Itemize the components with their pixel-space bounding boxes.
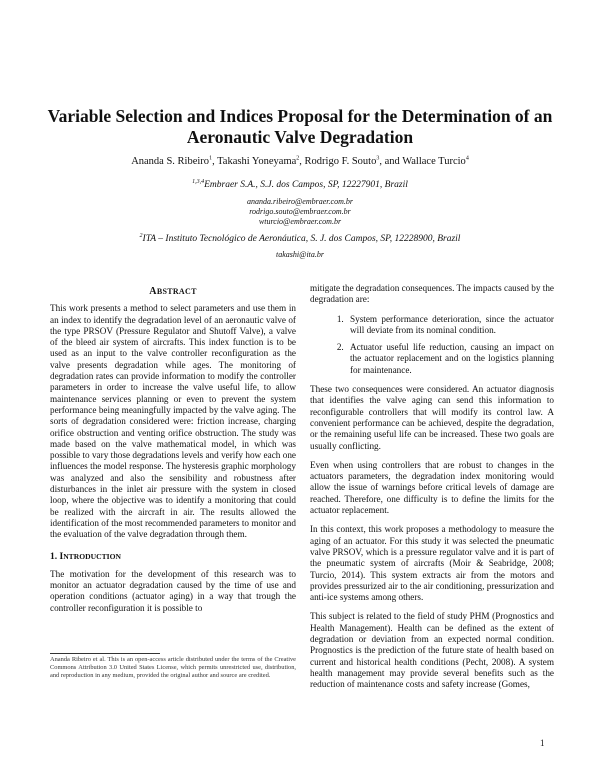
right-paragraph-5: This subject is related to the field of study PHM (Prognostics and Health Management). Health can be defined as the extent of degradation or deviation from an expected normal condition. Prognostics is the prediction of the future state of health based on current and historical health conditions (Pecht, 2008). A system health management may provide several benefits such as the reduction of maintenance costs and safety increase (Gomes, bbox=[310, 611, 554, 690]
abstract-text: This work presents a method to select parameters and use them in an index to identify the degradation level of an aeronautic valve of the type PRSOV (Pressure Regulator and Shutoff Valve), a valve of the bleed air system of aircrafts. This index function is to be used as an input to the valve controller reconfiguration as the valve presents degradation while ages. The monitoring of degradation rates can provide information to modify the controller parameters in order to increase the valve useful life, to allow maintenance services planning or even to prevent the system performance being meaningfully impacted by the valve aging. The sorts of degradation considered were: friction increase, charging orifice obstruction and venting orifice obstruction. The study was made based on the valve mathematical model, in which was possible to vary those degradations levels and verify how each one influences the model response. The hysteresis graphic morphology was analyzed and also the sensibility and robustness after disturbances in the inlet air pressure with the system in closed loop, where the objective was to identify a monitoring that could be realized with the aircraft in air. The results allowed the identification of the most recommended parameters to monitor and the evaluation of the valve degradation through them. bbox=[50, 303, 296, 540]
author-list bbox=[40, 156, 560, 167]
right-paragraph-2: These two consequences were considered. An actuator diagnosis that identifies the valve aging can send this information to reconfigurable controllers that will modify its control law. A convenient performance can be achieved, despite the degradation, or the remaining useful life can be increased. These two goals are usually conflicting. bbox=[310, 384, 554, 451]
email-link[interactable]: rodrigo.souto@embraer.com.br bbox=[249, 207, 351, 216]
impacts-list bbox=[310, 314, 554, 376]
affiliation-2-email bbox=[40, 250, 560, 260]
affiliation-2-mark: 2 bbox=[139, 232, 143, 239]
abstract-heading bbox=[50, 286, 296, 297]
affiliation-1 bbox=[40, 180, 560, 191]
footnote-rule bbox=[50, 653, 160, 654]
introduction-number: 1. bbox=[50, 551, 60, 562]
license-footnote: Ananda Ribeiro et al. This is an open-access article distributed under the terms of the Creative Commons Attribution 3.0 United States License, which permits unrestricted use, distribution, and reproduction in any medium, provided the original author and source are credited. bbox=[50, 656, 296, 679]
email-link[interactable]: takashi@ita.br bbox=[275, 250, 325, 259]
introduction-heading bbox=[50, 551, 296, 563]
author-1-mark: 1 bbox=[209, 155, 213, 162]
author-2-mark: 2 bbox=[296, 155, 300, 162]
title-line-1: Variable Selection and Indices Proposal for the Determination of an bbox=[47, 106, 553, 126]
author-3: , Rodrigo F. Souto bbox=[299, 156, 377, 167]
list-item: 1. System performance deterioration, since the actuator will deviate from its nominal condition. bbox=[346, 314, 554, 337]
introduction-text: The motivation for the development of this research was to monitor an actuator degradation caused by the time of use and operation conditions (actuator aging) in a way that trough the controller reconfiguration it is possible to bbox=[50, 568, 296, 613]
abstract-heading-initial: A bbox=[149, 286, 157, 297]
right-paragraph-3: Even when using controllers that are robust to changes in the actuators parameters, the degradation index monitoring would allow the issue of warnings before critical levels of damage are reached. Therefore, one difficulty is to define the limits for the actuator replacement. bbox=[310, 459, 554, 516]
affiliation-2 bbox=[40, 234, 560, 245]
abstract-heading-rest: BSTRACT bbox=[156, 287, 197, 296]
page-number: 1 bbox=[540, 738, 545, 748]
author-4-mark: 4 bbox=[465, 155, 469, 162]
list-item: 2. Actuator useful life reduction, causing an impact on the actuator replacement and on the logistics planning for maintenance. bbox=[346, 342, 554, 376]
author-4: , and Wallace Turcio bbox=[379, 156, 466, 167]
author-3-mark: 3 bbox=[376, 155, 380, 162]
affiliation-1-text: Embraer S.A., S.J. dos Campos, SP, 12227901, Brazil bbox=[204, 180, 408, 190]
email-link[interactable]: wturcio@embraer.com.br bbox=[258, 217, 342, 226]
introduction-heading-initial: I bbox=[59, 551, 64, 562]
author-2: , Takashi Yoneyama bbox=[212, 156, 297, 167]
right-paragraph-4: In this context, this work proposes a methodology to measure the aging of an actuator. For this study it was selected the pneumatic valve PRSOV, which is a pressure regulator valve and it is part of the pneumatic system of aircrafts (Moir & Seabridge, 2008; Turcio, 2014). This system extracts air from the motors and provides pressurized air to the air conditioning, pressurization and anti-ice systems among others. bbox=[310, 524, 554, 603]
affiliation-1-mark: 1,3,4 bbox=[192, 178, 205, 185]
paper-title bbox=[40, 106, 560, 148]
introduction-heading-rest: NTRODUCTION bbox=[63, 551, 122, 561]
right-column bbox=[310, 283, 554, 699]
affiliation-1-emails bbox=[40, 197, 560, 227]
title-line-2: Aeronautic Valve Degradation bbox=[186, 127, 414, 147]
author-1: Ananda S. Ribeiro bbox=[131, 156, 210, 167]
left-column bbox=[50, 286, 296, 622]
right-paragraph-1: mitigate the degradation consequences. The impacts caused by the degradation are: bbox=[310, 283, 554, 305]
affiliation-2-text: ITA – Instituto Tecnológico de Aeronáutica, S. J. dos Campos, SP, 12228900, Brazil bbox=[142, 234, 461, 244]
email-link[interactable]: ananda.ribeiro@embraer.com.br bbox=[247, 197, 353, 206]
